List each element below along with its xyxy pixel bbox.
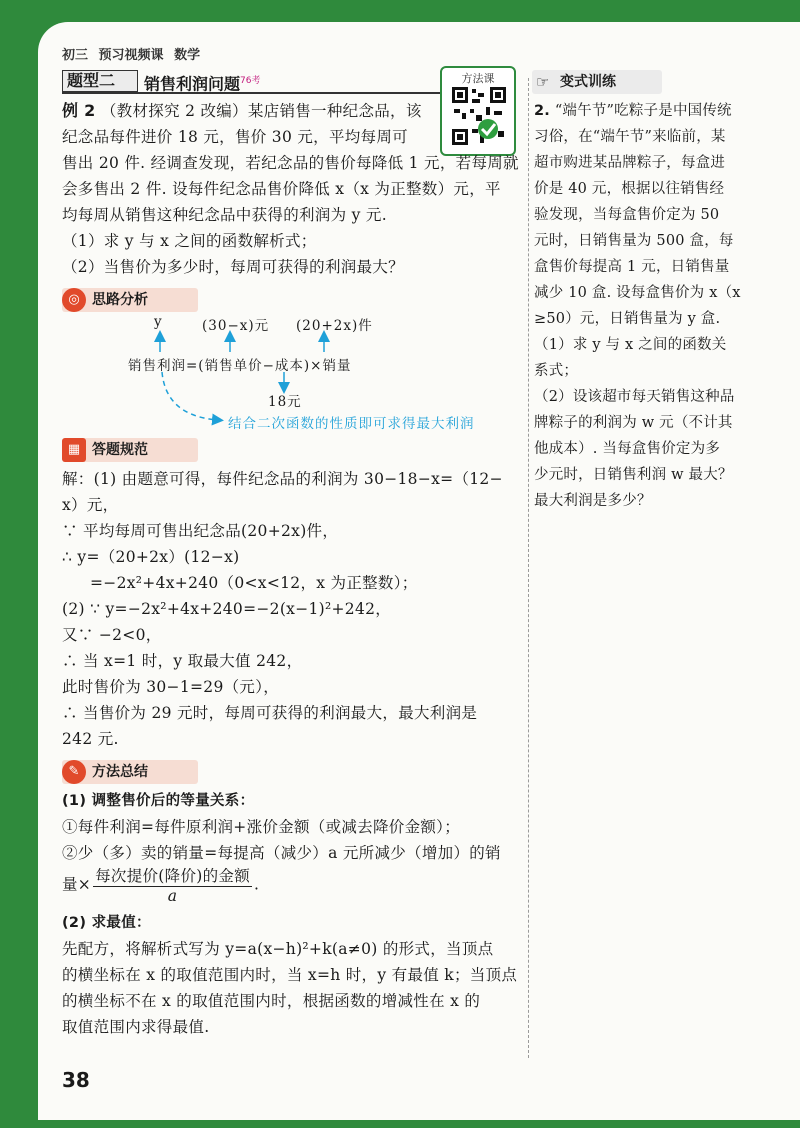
- answer-line-4: ∴ y=（20+2x）(12−x): [62, 548, 240, 566]
- answer-line-7: 又∵ −2<0，: [62, 626, 162, 644]
- answer-line-8: ∴ 当 x=1 时，y 取最大值 242，: [62, 652, 303, 670]
- variant-line-8: 减少 10 盒. 设每盒售价为 x（x: [534, 285, 741, 301]
- fraction-numerator: 每次提价(降价)的金额: [95, 867, 250, 885]
- variant-heading: [532, 70, 662, 94]
- summary-body: [62, 788, 522, 1040]
- variant-line-6: 元时，日销售量为 500 盒，每: [534, 233, 734, 249]
- answer-title: 答题规范: [92, 442, 148, 458]
- page-header: [62, 44, 206, 63]
- answer-line-10: ∴ 当售价为 29 元时，每周可获得的利润最大，最大利润是: [62, 704, 478, 722]
- pointing-hand-icon: ☞: [536, 73, 550, 91]
- variant-line-13: 牌粽子的利润为 w 元（不计其: [534, 415, 733, 431]
- variant-problem: [534, 98, 746, 514]
- calendar-icon: ▦: [62, 438, 86, 462]
- answer-line-3: ∵ 平均每周可售出纪念品(20+2x)件，: [62, 522, 339, 540]
- variant-line-10: （1）求 y 与 x 之间的函数关: [534, 337, 727, 353]
- topic-label: 题型二: [62, 70, 138, 92]
- analysis-icon: ◎: [62, 288, 86, 312]
- page-number: 38: [62, 1068, 90, 1092]
- column-divider: [528, 78, 529, 1058]
- topic-heading: [62, 70, 474, 94]
- summary-l1: ①每件利润=每件原利润+涨价金额（或减去降价金额）；: [62, 818, 461, 836]
- summary-h2: (2) 求最值：: [62, 915, 151, 931]
- diagram-unit-profit: (30−x)元: [202, 318, 270, 334]
- diagram-cost: 18元: [268, 394, 302, 410]
- variant-line-7: 盒售价每提高 1 元，日销售量: [534, 259, 730, 275]
- variant-line-16: 最大利润是多少？: [534, 493, 652, 509]
- answer-heading: [62, 438, 198, 462]
- variant-line-1: [534, 98, 746, 124]
- example-q1: （1）求 y 与 x 之间的函数解析式；: [62, 232, 317, 250]
- example-line-1: [62, 98, 522, 124]
- diagram-sales: (20+2x)件: [296, 318, 373, 334]
- variant-line-12: （2）设该超市每天销售这种品: [534, 389, 735, 405]
- summary-line-3: 的横坐标不在 x 的取值范围内时，根据函数的增减性在 x 的: [62, 992, 481, 1010]
- summary-line-2: 的横坐标在 x 的取值范围内时，当 x=h 时，y 有最值 k；当顶点: [62, 966, 518, 984]
- arrow-note: [162, 372, 218, 420]
- variant-line-11: 系式；: [534, 363, 579, 379]
- example-q2: （2）当售价为多少时，每周可获得的利润最大？: [62, 258, 404, 276]
- example-problem: [62, 98, 522, 280]
- variant-line-15: 少元时，日销售利润 w 最大？: [534, 467, 733, 483]
- summary-line-4: 取值范围内求得最值.: [62, 1018, 210, 1036]
- answer-line-1: 解：(1) 由题意可得，每件纪念品的利润为 30−18−x=（12−: [62, 470, 503, 488]
- answer-line-9: 此时售价为 30−1=29（元），: [62, 678, 280, 696]
- example-line-4: 会多售出 2 件. 设每件纪念品售价降低 x（x 为正整数）元，平: [62, 180, 501, 198]
- summary-l2: ②少（多）卖的销量=每提高（减少）a 元所减少（增加）的销: [62, 844, 501, 862]
- example-line-5: 均每周从销售这种纪念品中获得的利润为 y 元.: [62, 206, 387, 224]
- example-line-3: 售出 20 件. 经调查发现，若纪念品的售价每降低 1 元，若每周就: [62, 154, 519, 172]
- topic-exam-tag: 76考: [240, 76, 261, 86]
- topic-title: [144, 70, 260, 95]
- analysis-title: 思路分析: [92, 292, 148, 308]
- fraction-denominator: a: [167, 887, 178, 905]
- summary-heading: [62, 760, 198, 784]
- answer-body: [62, 466, 522, 752]
- answer-line-2: x）元，: [62, 496, 119, 514]
- variant-line-3: 超市购进某品牌粽子，每盒进: [534, 155, 726, 171]
- summary-l3-prefix: 量×: [62, 875, 92, 894]
- variant-line-14: 他成本）. 当每盒售价定为多: [534, 441, 721, 457]
- header-grade: 初三: [62, 48, 89, 63]
- answer-line-5: =−2x²+4x+240（0<x<12，x 为正整数）；: [90, 574, 418, 592]
- variant-line-2: 习俗，在“端午节”来临前，某: [534, 129, 726, 145]
- answer-line-6: (2) ∵ y=−2x²+4x+240=−2(x−1)²+242，: [62, 600, 392, 618]
- summary-title: 方法总结: [92, 764, 148, 780]
- variant-text-1: “端午节”吃粽子是中国传统: [554, 103, 732, 119]
- diagram-note: 结合二次函数的性质即可求得最大利润: [228, 416, 475, 432]
- pen-icon: ✎: [62, 760, 86, 784]
- variant-line-9: ≥50）元，日销售量为 y 盒.: [534, 311, 721, 327]
- variant-line-4: 价是 40 元，根据以往销售经: [534, 181, 725, 197]
- header-series: 预习视频课: [98, 48, 164, 63]
- qr-label: 方法课: [461, 72, 495, 85]
- example-label: 例 2: [62, 101, 96, 120]
- summary-line-1: 先配方，将解析式写为 y=a(x−h)²+k(a≠0) 的形式，当顶点: [62, 940, 494, 958]
- example-text-1: （教材探究 2 改编）某店销售一种纪念品，该: [100, 102, 422, 120]
- variant-title: 变式训练: [560, 74, 616, 90]
- analysis-diagram: [90, 308, 530, 438]
- header-subject: 数学: [174, 48, 201, 63]
- topic-title-text: 销售利润问题: [144, 74, 241, 94]
- diagram-formula: 销售利润=(销售单价−成本)×销量: [128, 358, 352, 374]
- answer-line-11: 242 元.: [62, 730, 119, 748]
- variant-number: 2.: [534, 103, 550, 119]
- variant-line-5: 验发现，当每盒售价定为 50: [534, 207, 720, 223]
- summary-h1: (1) 调整售价后的等量关系：: [62, 793, 255, 809]
- summary-fraction: [93, 866, 252, 905]
- summary-l3: 量× $\frac{\text{每次提价(降价)的金额}}{a}$ .: [62, 867, 260, 905]
- example-line-2: 纪念品每件进价 18 元，售价 30 元，平均每周可: [62, 128, 408, 146]
- diagram-y: y: [154, 314, 163, 330]
